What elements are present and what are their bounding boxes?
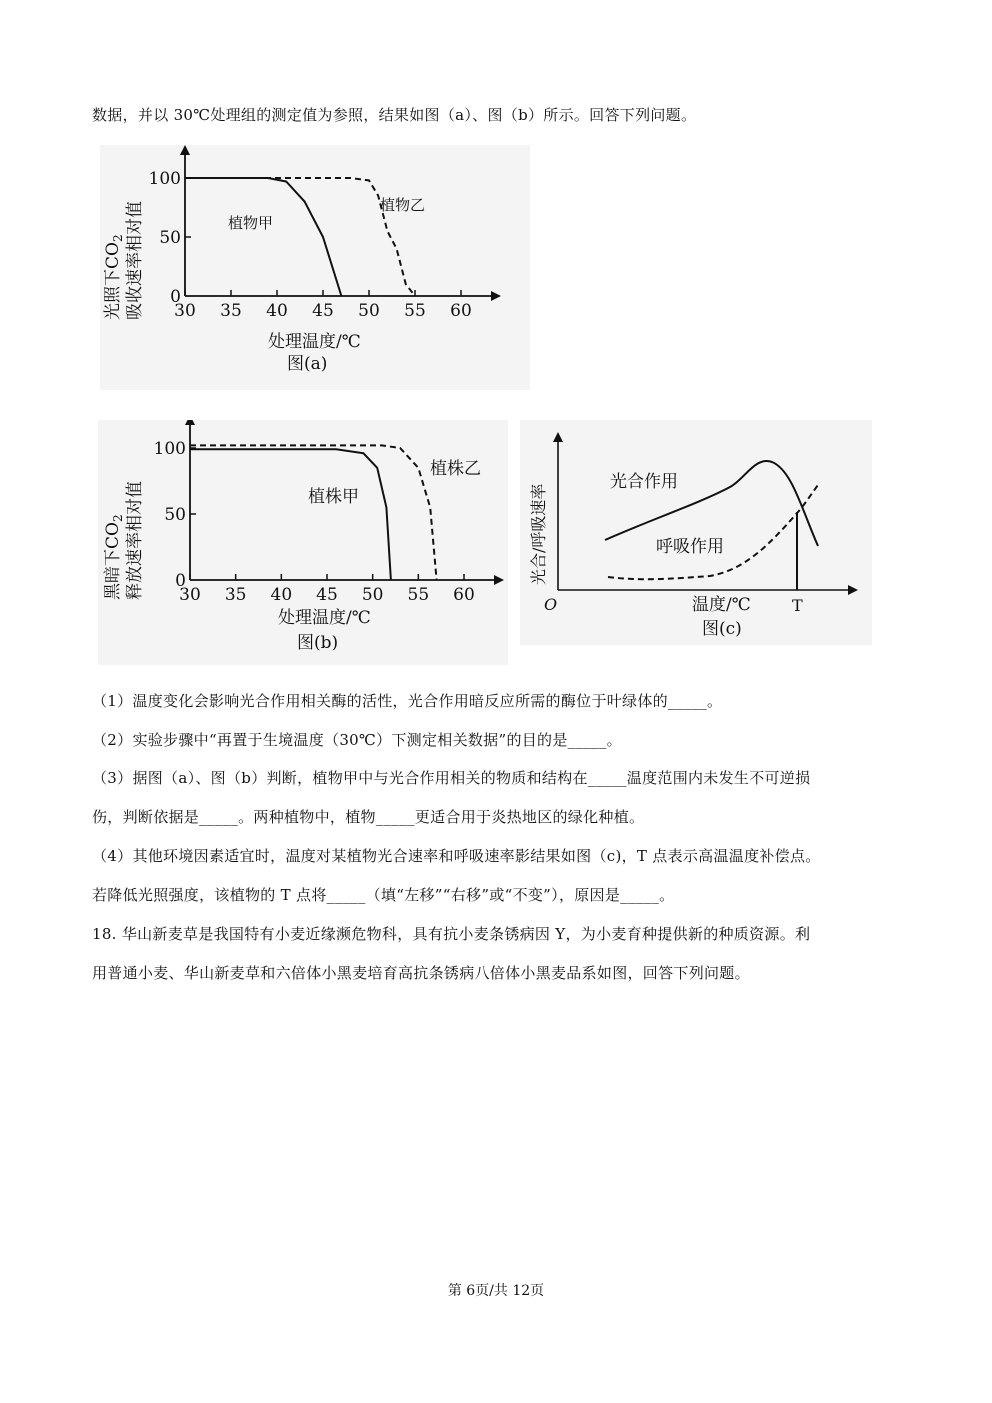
- question-2: （2）实验步骤中“再置于生境温度（30℃）下测定相关数据”的目的是_____。: [92, 731, 622, 749]
- question-1: （1）温度变化会影响光合作用相关酶的活性，光合作用暗反应所需的酶位于叶绿体的_____。: [92, 692, 723, 710]
- figure-b-xtick-label: 40: [270, 585, 293, 605]
- figure-a-caption: 图(a): [287, 354, 328, 374]
- figure-a-xtick-label: 40: [266, 301, 288, 321]
- figure-a-ylabel-line1: 光照下$CO_2$: [103, 234, 125, 320]
- figure-b: [98, 420, 508, 665]
- figure-a-ylabel-line2: 吸收速率相对值: [125, 201, 145, 320]
- figure-a-ytick-label: 50: [159, 228, 181, 248]
- figure-a-xtick-label: 55: [404, 301, 426, 321]
- figure-b-series-label-jia: 植株甲: [308, 487, 359, 507]
- question-3-line2: 伤，判断依据是_____。两种植物中，植物_____更适合用于炎热地区的绿化种植。: [92, 808, 645, 826]
- figure-b-ytick-label: 0: [175, 571, 186, 591]
- figure-c-series-label-respiration: 呼吸作用: [656, 537, 724, 557]
- figure-a-ytick-label: 100: [148, 169, 181, 189]
- figure-b-xtick-label: 35: [224, 585, 247, 605]
- question-4-line2: 若降低光照强度，该植物的 T 点将_____（填“左移”“右移”或“不变”），原因是_____。: [92, 886, 675, 904]
- question-3-line1: （3）据图（a）、图（b）判断，植物甲中与光合作用相关的物质和结构在_____温度范围内未发生不可逆损: [92, 769, 811, 787]
- figure-b-ylabel-line1: 黑暗下$CO_2$: [103, 514, 125, 600]
- figure-b-caption: 图(b): [297, 633, 339, 653]
- figure-b-xtick-label: 50: [361, 585, 384, 605]
- figure-b-xlabel: 处理温度/℃: [278, 608, 371, 628]
- figure-a-xtick-label: 35: [220, 301, 242, 321]
- figure-a-xtick-label: 60: [450, 301, 472, 321]
- figure-b-xtick-label: 30: [179, 585, 201, 605]
- intro-line: 数据，并以 30℃处理组的测定值为参照，结果如图（a）、图（b）所示。回答下列问题。: [92, 106, 697, 124]
- figure-c-xlabel: 温度/℃: [692, 595, 751, 615]
- figure-a-series-label-jia: 植物甲: [228, 214, 274, 232]
- figure-a-xtick-label: 50: [358, 301, 380, 321]
- figure-c-series-label-photosynthesis: 光合作用: [610, 472, 678, 492]
- figure-b-series-label-yi: 植株乙: [430, 459, 481, 479]
- figure-b-xtick-label: 45: [316, 585, 338, 605]
- figure-b-xtick-label: 60: [453, 585, 475, 605]
- figure-b-ylabel-line2: 释放速率相对值: [125, 481, 145, 600]
- figure-a-xtick-label: 45: [312, 301, 334, 321]
- figure-c-t-label: T: [792, 596, 803, 615]
- figure-b-xtick-label: 55: [407, 585, 430, 605]
- figure-c: [520, 420, 872, 645]
- figure-b-ytick-label: 100: [153, 439, 186, 459]
- figure-a: [100, 145, 530, 390]
- figure-b-ytick-label: 50: [164, 505, 186, 525]
- question-18-line2: 用普通小麦、华山新麦草和六倍体小黑麦培育高抗条锈病八倍体小黑麦品系如图，回答下列问题。: [92, 964, 750, 982]
- page-footer: 第 6页/共 12页: [447, 1283, 545, 1299]
- question-18-line1: 18. 华山新麦草是我国特有小麦近缘濒危物科，具有抗小麦条锈病因 Y，为小麦育种提供新的种质资源。利: [92, 925, 811, 943]
- figure-a-xlabel: 处理温度/℃: [268, 332, 361, 352]
- figure-c-caption: 图(c): [702, 619, 742, 639]
- question-4-line1: （4）其他环境因素适宜时，温度对某植物光合速率和呼吸速率影结果如图（c)，T 点表示高温温度补偿点。: [92, 847, 821, 865]
- figure-c-origin: O: [544, 595, 558, 614]
- figure-a-series-label-yi: 植物乙: [380, 196, 426, 214]
- figure-a-ytick-label: 0: [170, 287, 181, 307]
- figure-c-ylabel: 光合/呼吸速率: [529, 483, 548, 585]
- figure-a-xtick-label: 30: [174, 301, 196, 321]
